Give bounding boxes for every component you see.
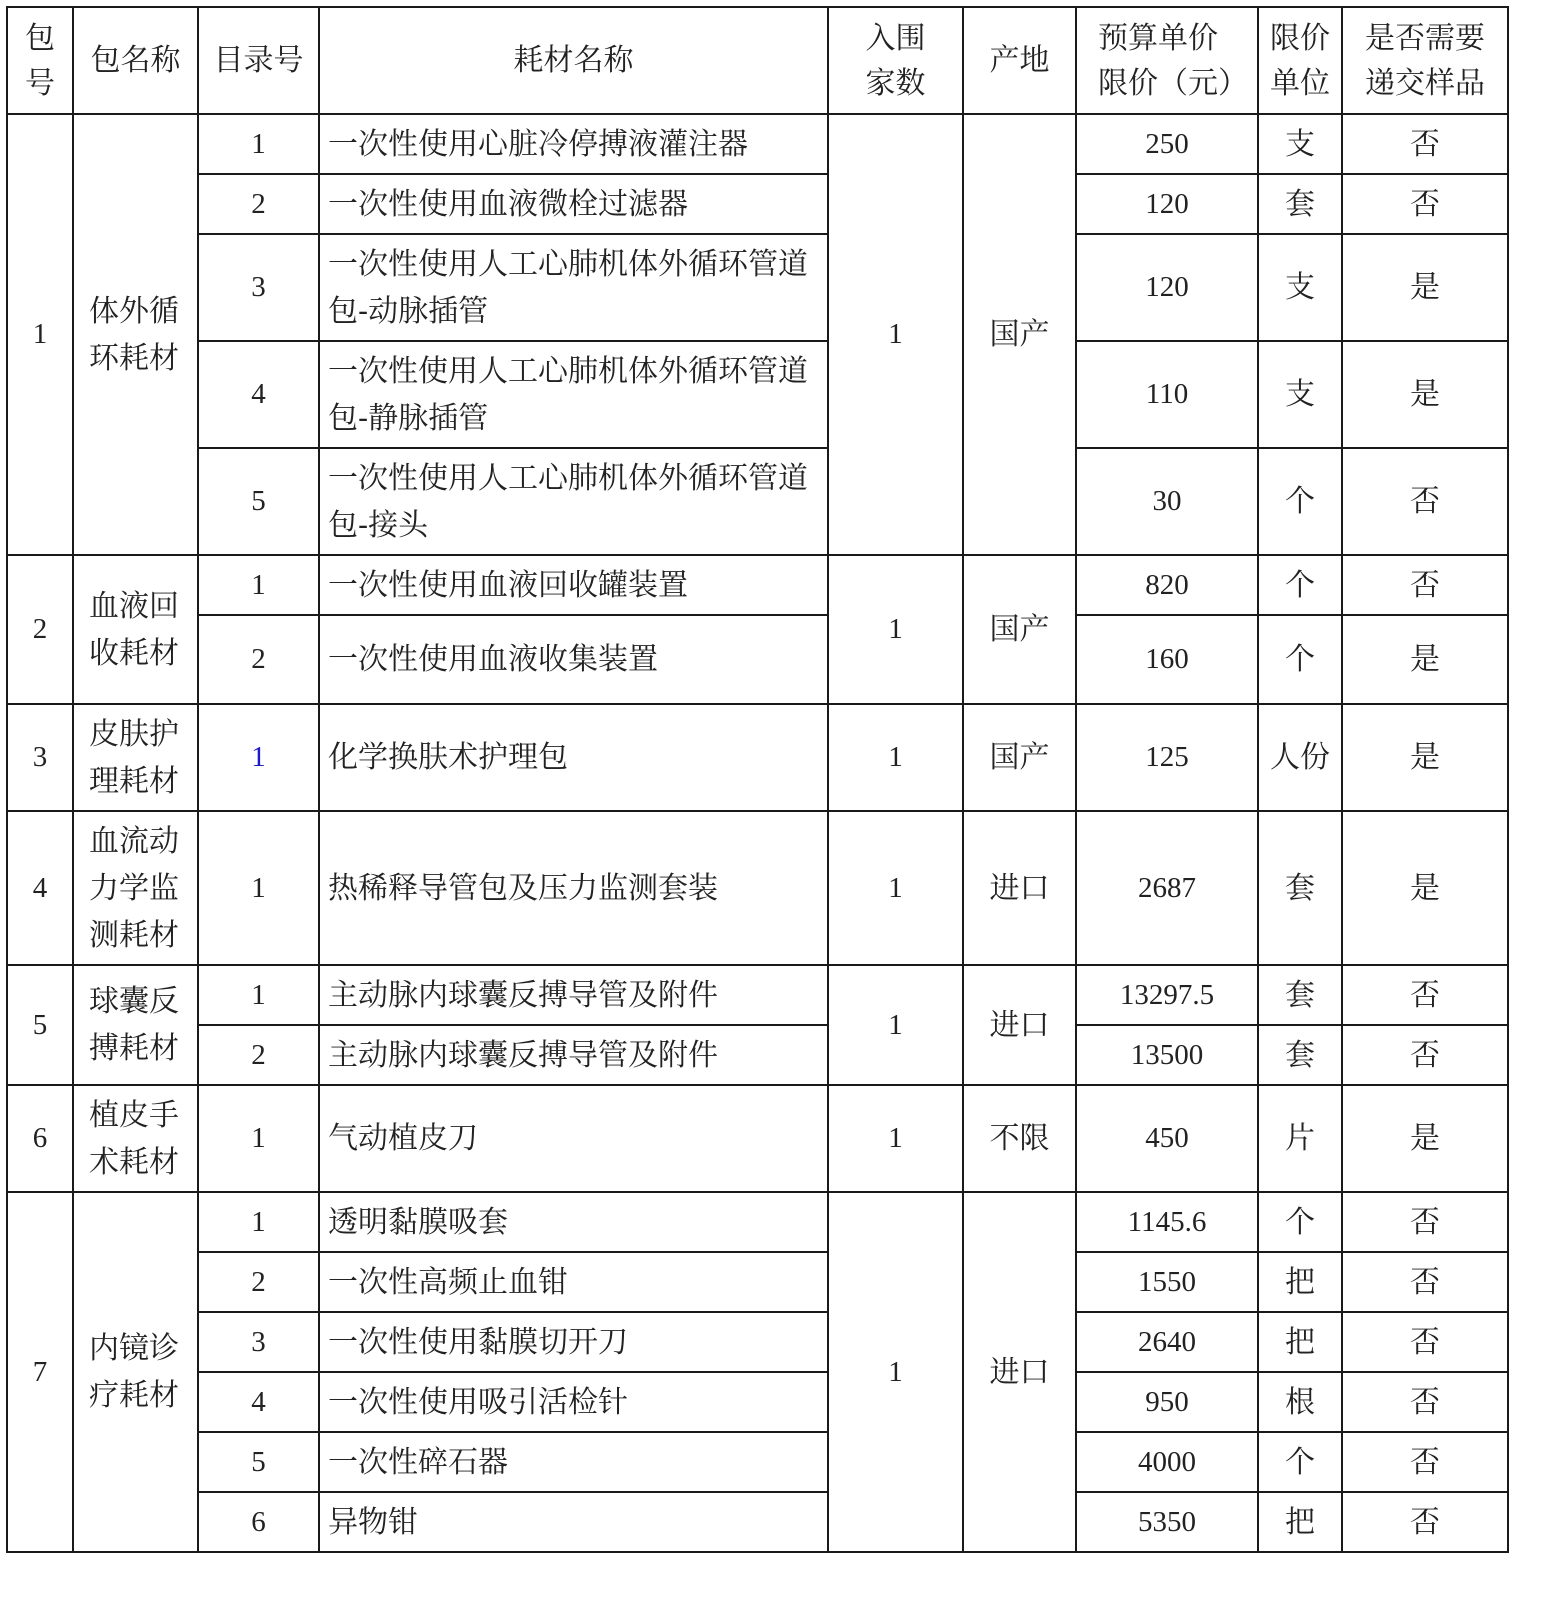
sample-cell: 否 (1342, 174, 1508, 234)
item-name-cell: 一次性使用血液回收罐装置 (319, 555, 828, 615)
unit-cell: 根 (1258, 1372, 1342, 1432)
sample-cell: 否 (1342, 1252, 1508, 1312)
cat-no-cell: 1 (198, 1192, 319, 1252)
price-cell: 2640 (1076, 1312, 1258, 1372)
price-cell: 950 (1076, 1372, 1258, 1432)
origin-cell: 进口 (963, 1192, 1076, 1552)
pkg-name-cell (73, 811, 198, 965)
cat-no-cell: 3 (198, 234, 319, 341)
pkg-no-cell: 5 (7, 965, 73, 1085)
price-cell: 13297.5 (1076, 965, 1258, 1025)
item-name-cell: 热稀释导管包及压力监测套装 (319, 811, 828, 965)
header-count: 入围家数 (828, 7, 963, 114)
item-name-cell: 一次性使用人工心肺机体外循环管道包-静脉插管 (319, 341, 828, 448)
price-cell: 160 (1076, 615, 1258, 704)
item-name-cell: 异物钳 (319, 1492, 828, 1552)
table-row (7, 1312, 1508, 1372)
sample-cell: 是 (1342, 811, 1508, 965)
sample-cell: 否 (1342, 555, 1508, 615)
pkg-name-text: 血流动力学监测耗材 (89, 823, 179, 953)
item-name-cell: 一次性高频止血钳 (319, 1252, 828, 1312)
table-row (7, 174, 1508, 234)
pkg-no-cell: 7 (7, 1192, 73, 1552)
unit-cell: 套 (1258, 811, 1342, 965)
sample-cell: 是 (1342, 341, 1508, 448)
unit-cell: 套 (1258, 1025, 1342, 1085)
header-pkg-no: 包号 (7, 7, 73, 114)
sample-cell: 否 (1342, 1372, 1508, 1432)
pkg-name-text: 体外循环耗材 (89, 293, 179, 376)
price-cell: 1145.6 (1076, 1192, 1258, 1252)
cat-no-cell: 1 (198, 1085, 319, 1192)
pkg-name-cell (73, 1192, 198, 1552)
unit-cell: 个 (1258, 1192, 1342, 1252)
unit-cell: 个 (1258, 1432, 1342, 1492)
unit-cell: 支 (1258, 234, 1342, 341)
cat-no-cell: 3 (198, 1312, 319, 1372)
header-pkg-name: 包名称 (73, 7, 198, 114)
sample-cell: 否 (1342, 1492, 1508, 1552)
table-row (7, 811, 1508, 965)
pkg-no-cell: 3 (7, 704, 73, 811)
cat-no-cell: 1 (198, 704, 319, 811)
sample-cell: 否 (1342, 114, 1508, 174)
unit-cell: 把 (1258, 1312, 1342, 1372)
pkg-name-cell (73, 704, 198, 811)
count-cell: 1 (828, 114, 963, 555)
sample-cell: 是 (1342, 1085, 1508, 1192)
cat-no-cell: 1 (198, 965, 319, 1025)
price-cell: 2687 (1076, 811, 1258, 965)
item-name-cell: 一次性使用血液收集装置 (319, 615, 828, 704)
pkg-name-text: 皮肤护理耗材 (89, 716, 179, 799)
price-cell: 4000 (1076, 1432, 1258, 1492)
item-name-cell: 一次性使用人工心肺机体外循环管道包-动脉插管 (319, 234, 828, 341)
item-name-cell: 气动植皮刀 (319, 1085, 828, 1192)
sample-cell: 否 (1342, 1025, 1508, 1085)
item-name-cell: 一次性碎石器 (319, 1432, 828, 1492)
unit-cell: 片 (1258, 1085, 1342, 1192)
count-cell: 1 (828, 1192, 963, 1552)
header-item-name: 耗材名称 (319, 7, 828, 114)
price-cell: 13500 (1076, 1025, 1258, 1085)
sample-cell: 否 (1342, 1432, 1508, 1492)
origin-cell: 进口 (963, 811, 1076, 965)
sample-cell: 是 (1342, 615, 1508, 704)
unit-cell: 个 (1258, 615, 1342, 704)
cat-no-cell: 4 (198, 341, 319, 448)
price-cell: 30 (1076, 448, 1258, 555)
unit-cell: 套 (1258, 965, 1342, 1025)
cat-no-cell: 1 (198, 811, 319, 965)
unit-cell: 个 (1258, 555, 1342, 615)
table-row (7, 1432, 1508, 1492)
price-cell: 450 (1076, 1085, 1258, 1192)
table-row (7, 234, 1508, 341)
table-row (7, 1372, 1508, 1432)
header-price: 预算单价限价（元） (1076, 7, 1258, 114)
sample-cell: 是 (1342, 704, 1508, 811)
pkg-no-cell: 2 (7, 555, 73, 704)
item-name-cell: 化学换肤术护理包 (319, 704, 828, 811)
unit-cell: 把 (1258, 1252, 1342, 1312)
item-name-cell: 透明黏膜吸套 (319, 1192, 828, 1252)
item-name-cell: 一次性使用心脏冷停搏液灌注器 (319, 114, 828, 174)
sample-cell: 是 (1342, 234, 1508, 341)
cat-no-cell: 1 (198, 114, 319, 174)
item-name-cell: 一次性使用人工心肺机体外循环管道包-接头 (319, 448, 828, 555)
pkg-name-cell (73, 555, 198, 704)
price-cell: 125 (1076, 704, 1258, 811)
header-sample: 是否需要递交样品 (1342, 7, 1508, 114)
item-name-cell: 主动脉内球囊反搏导管及附件 (319, 1025, 828, 1085)
count-cell: 1 (828, 704, 963, 811)
cat-no-cell: 5 (198, 1432, 319, 1492)
price-cell: 110 (1076, 341, 1258, 448)
cat-no-cell: 6 (198, 1492, 319, 1552)
header-unit: 限价单位 (1258, 7, 1342, 114)
table-row (7, 1025, 1508, 1085)
pkg-name-cell (73, 114, 198, 555)
header-origin: 产地 (963, 7, 1076, 114)
unit-cell: 把 (1258, 1492, 1342, 1552)
origin-cell: 国产 (963, 114, 1076, 555)
unit-cell: 支 (1258, 341, 1342, 448)
table-row (7, 1252, 1508, 1312)
count-cell: 1 (828, 1085, 963, 1192)
pkg-name-text: 球囊反搏耗材 (89, 984, 179, 1066)
table-row (7, 448, 1508, 555)
price-cell: 250 (1076, 114, 1258, 174)
price-cell: 1550 (1076, 1252, 1258, 1312)
sample-cell: 否 (1342, 448, 1508, 555)
unit-cell: 个 (1258, 448, 1342, 555)
pkg-name-cell (73, 965, 198, 1085)
pkg-no-cell: 6 (7, 1085, 73, 1192)
cat-no-cell: 2 (198, 1025, 319, 1085)
table-row (7, 114, 1508, 174)
table-body (7, 7, 1508, 1552)
item-name-cell: 一次性使用吸引活检针 (319, 1372, 828, 1432)
sample-cell: 否 (1342, 1192, 1508, 1252)
cat-no-cell: 4 (198, 1372, 319, 1432)
origin-cell: 不限 (963, 1085, 1076, 1192)
item-name-cell: 一次性使用黏膜切开刀 (319, 1312, 828, 1372)
cat-no-cell: 1 (198, 555, 319, 615)
item-name-cell: 一次性使用血液微栓过滤器 (319, 174, 828, 234)
header-row (7, 7, 1508, 114)
table-row (7, 704, 1508, 811)
price-cell: 820 (1076, 555, 1258, 615)
price-cell: 5350 (1076, 1492, 1258, 1552)
table-row (7, 1192, 1508, 1252)
header-cat-no: 目录号 (198, 7, 319, 114)
table-row (7, 341, 1508, 448)
cat-no-cell: 2 (198, 174, 319, 234)
count-cell: 1 (828, 965, 963, 1085)
cat-no-cell: 2 (198, 1252, 319, 1312)
unit-cell: 人份 (1258, 704, 1342, 811)
origin-cell: 国产 (963, 704, 1076, 811)
origin-cell: 进口 (963, 965, 1076, 1085)
unit-cell: 支 (1258, 114, 1342, 174)
pkg-name-text: 植皮手术耗材 (89, 1097, 179, 1180)
item-name-cell: 主动脉内球囊反搏导管及附件 (319, 965, 828, 1025)
pkg-name-cell (73, 1085, 198, 1192)
procurement-table (6, 6, 1509, 1553)
table-row (7, 615, 1508, 704)
count-cell: 1 (828, 811, 963, 965)
count-cell: 1 (828, 555, 963, 704)
table-row (7, 555, 1508, 615)
pkg-name-text: 内镜诊疗耗材 (89, 1331, 179, 1413)
cat-no-cell: 2 (198, 615, 319, 704)
sample-cell: 否 (1342, 965, 1508, 1025)
unit-cell: 套 (1258, 174, 1342, 234)
sample-cell: 否 (1342, 1312, 1508, 1372)
pkg-no-cell: 4 (7, 811, 73, 965)
price-cell: 120 (1076, 234, 1258, 341)
table-row (7, 1085, 1508, 1192)
table-row (7, 1492, 1508, 1552)
price-cell: 120 (1076, 174, 1258, 234)
pkg-name-text: 血液回收耗材 (89, 588, 179, 671)
pkg-no-cell: 1 (7, 114, 73, 555)
origin-cell: 国产 (963, 555, 1076, 704)
cat-no-cell: 5 (198, 448, 319, 555)
table-row (7, 965, 1508, 1025)
